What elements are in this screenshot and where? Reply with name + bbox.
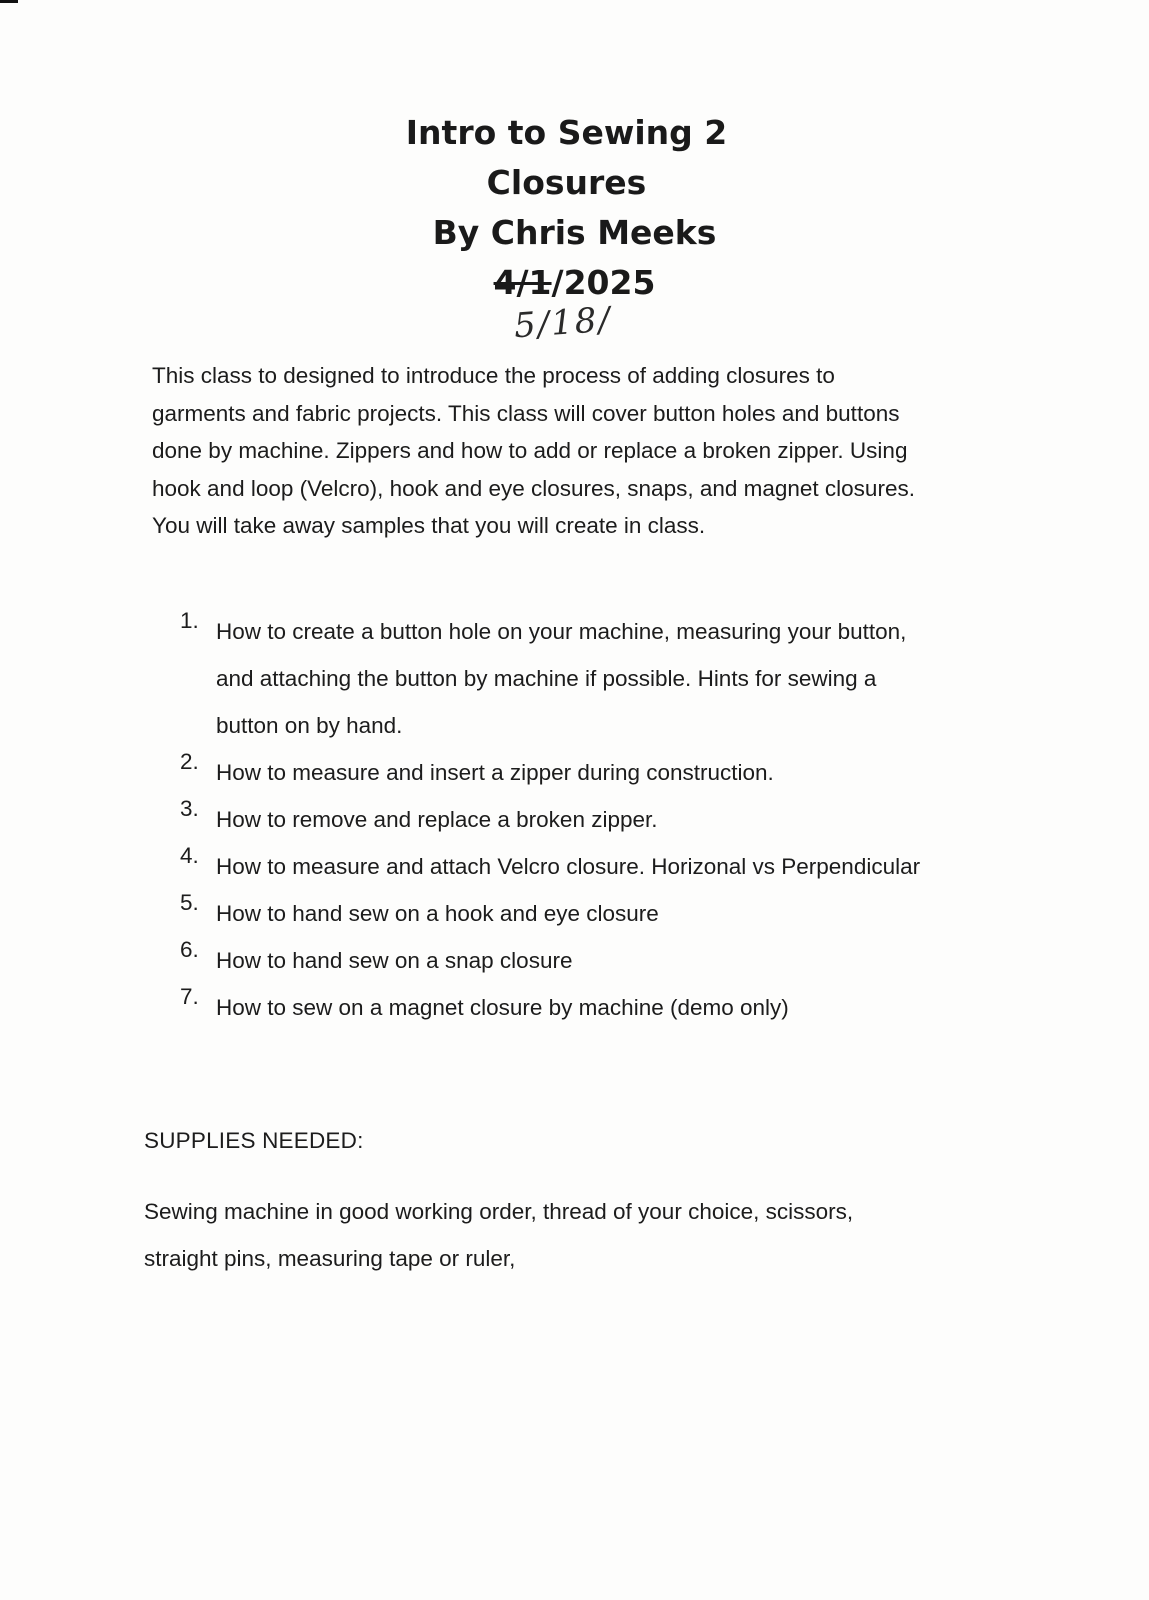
list-item-number: 2.: [180, 749, 199, 774]
supplies-line: Sewing machine in good working order, thread of your choice, scissors,: [144, 1199, 854, 1224]
list-item: [180, 843, 1060, 890]
list-item-text: How to create a button hole on your machine, measuring your button,: [216, 619, 907, 644]
document-header: [0, 108, 1149, 308]
list-item-text: and attaching the button by machine if possible. Hints for sewing a: [216, 666, 877, 691]
list-item-number: 3.: [180, 796, 199, 821]
list-item-text: How to measure and attach Velcro closure. Horizonal vs Perpendicular: [216, 854, 921, 879]
supplies-line: straight pins, measuring tape or ruler,: [144, 1246, 516, 1271]
intro-paragraph: [152, 357, 1032, 545]
list-item-text: How to measure and insert a zipper during construction.: [216, 760, 774, 785]
document-author: By Chris Meeks: [432, 213, 717, 252]
list-item-number: 6.: [180, 937, 199, 962]
list-item: [180, 984, 1060, 1031]
list-item-number: 7.: [180, 984, 199, 1009]
date-year: /2025: [551, 263, 656, 302]
intro-line: hook and loop (Velcro), hook and eye closures, snaps, and magnet closures.: [152, 475, 915, 501]
list-item: [180, 796, 1060, 843]
list-item: [180, 749, 1060, 796]
list-item-text: How to hand sew on a hook and eye closure: [216, 901, 659, 926]
supplies-heading: SUPPLIES NEEDED:: [144, 1128, 364, 1153]
list-item: [180, 608, 1060, 749]
scan-edge-mark: [0, 0, 18, 3]
list-item-number: 1.: [180, 608, 199, 633]
document-title: Intro to Sewing 2: [405, 113, 728, 152]
document-subtitle: Closures: [486, 163, 647, 202]
supplies-paragraph: [144, 1188, 1024, 1282]
intro-line: done by machine. Zippers and how to add or replace a broken zipper. Using: [152, 438, 908, 463]
document-date: [0, 258, 1149, 308]
list-item-text: How to sew on a magnet closure by machine (demo only): [216, 995, 789, 1020]
handwritten-date-correction: 5/18/: [512, 299, 614, 347]
list-item-text: How to remove and replace a broken zipper.: [216, 807, 658, 832]
intro-line: garments and fabric projects. This class will cover button holes and buttons: [152, 400, 900, 426]
list-item-text: button on by hand.: [216, 713, 403, 738]
intro-line: This class to designed to introduce the process of adding closures to: [152, 363, 835, 388]
topic-list: [180, 608, 1060, 1031]
list-item: [180, 890, 1060, 937]
list-item: [180, 937, 1060, 984]
list-item-text: How to hand sew on a snap closure: [216, 948, 573, 973]
struck-date: 4/1: [493, 263, 552, 302]
list-item-number: 4.: [180, 843, 199, 868]
intro-line: You will take away samples that you will create in class.: [152, 513, 706, 538]
list-item-number: 5.: [180, 890, 199, 915]
